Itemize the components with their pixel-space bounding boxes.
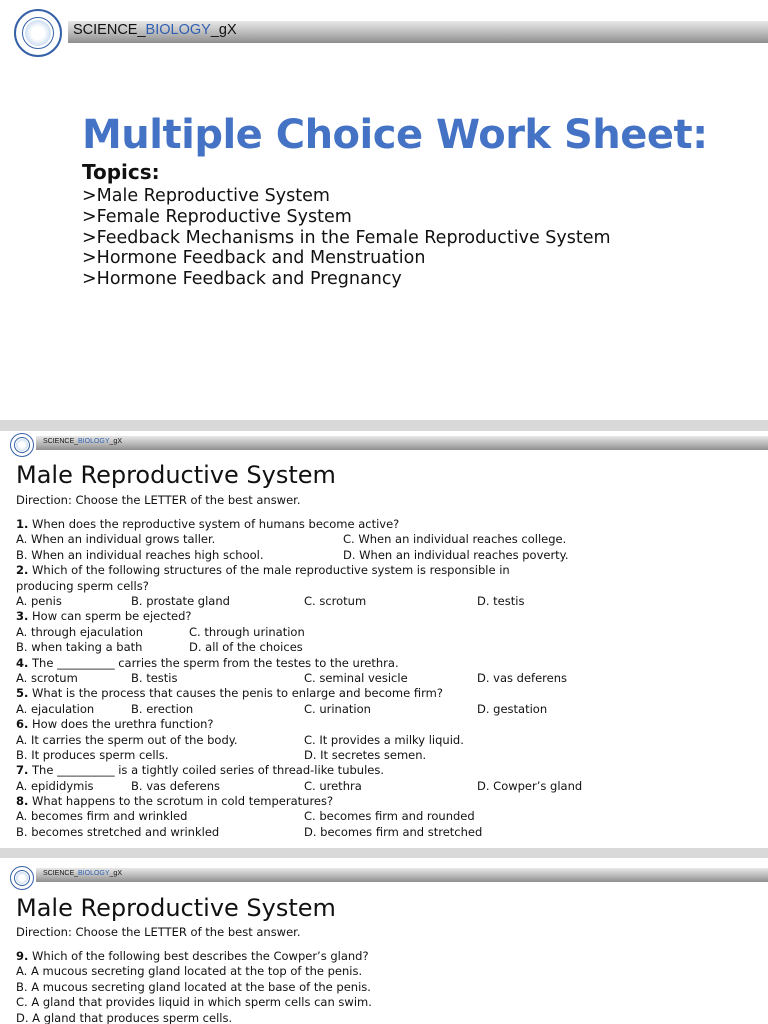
options-row [16,625,756,640]
choice-c[interactable]: C. When an individual reaches college. [343,532,567,547]
question-slide-1 [0,431,768,848]
header-subject: BIOLOGY [78,870,110,877]
options-row [16,532,756,547]
header-suffix: _gX [210,22,237,38]
choice-a[interactable]: A. A mucous secreting gland located at the top of the penis. [16,964,363,979]
question-text: What is the process that causes the penis to enlarge and become firm? [28,686,443,701]
question-9 [16,949,756,964]
choice-b[interactable]: B. prostate gland [131,593,230,608]
options-row [16,594,756,609]
choice-a[interactable]: A. epididymis [16,778,94,793]
header-prefix: SCIENCE_ [73,22,146,38]
question-text: How can sperm be ejected? [28,609,192,624]
choice-c[interactable]: C. It provides a milky liquid. [304,732,464,747]
section-title: Male Reproductive System [16,461,336,489]
question-number: 1. [16,517,29,531]
question-text: How does the urethra function? [28,717,214,732]
header-prefix: SCIENCE_ [43,438,79,445]
direction-text: Direction: Choose the LETTER of the best answer. [16,493,301,507]
choice-d[interactable]: D. When an individual reaches poverty. [343,547,569,562]
question-6 [16,717,756,732]
question-number: 2. [16,563,29,578]
topic-item: >Hormone Feedback and Pregnancy [82,269,402,290]
school-logo [10,866,34,890]
choice-c[interactable]: C. through urination [189,624,305,639]
options-row [16,640,756,655]
choice-d[interactable]: D. vas deferens [477,670,567,685]
page-title: Multiple Choice Work Sheet: [82,112,708,158]
topic-item: >Hormone Feedback and Menstruation [82,248,426,269]
question-text: The __________ is a tightly coiled series of thread-like tubules. [28,763,384,778]
choice-a[interactable]: A. ejaculation [16,701,95,716]
question-7 [16,763,756,778]
choice-a[interactable]: A. through ejaculation [16,624,144,639]
header-subject: BIOLOGY [145,22,211,38]
header-subject: BIOLOGY [78,438,110,445]
question-list [16,517,756,840]
choice-d[interactable]: D. gestation [477,701,548,716]
title-slide [0,0,768,420]
choice-d[interactable]: D. all of the choices [189,640,303,655]
question-number: 9. [16,949,29,963]
choice-b[interactable]: B. testis [131,670,178,685]
header-label [43,870,122,877]
choice-c[interactable]: C. urination [304,701,371,716]
choice-b[interactable]: B. When an individual reaches high school. [16,547,264,562]
question-slide-2 [0,858,768,1024]
options-row [16,809,756,824]
question-number: 6. [16,717,29,732]
options-row [16,548,756,563]
choice-d[interactable]: D. testis [477,593,525,608]
choice-b[interactable]: B. becomes stretched and wrinkled [16,824,220,839]
slide-divider [0,420,768,431]
question-text: Which of the following best describes the Cowper’s gland? [28,949,369,963]
choice-b[interactable]: B. vas deferens [131,778,221,793]
options-row [16,825,756,840]
choice-d[interactable]: D. It secretes semen. [304,747,427,762]
header-label [43,438,122,445]
question-1 [16,517,756,532]
options-row [16,733,756,748]
question-text: The __________ carries the sperm from the testes to the urethra. [28,655,399,670]
options-row [16,748,756,763]
choice-b[interactable]: B. erection [131,701,194,716]
choice-c[interactable]: C. urethra [304,778,362,793]
choice-c[interactable]: C. scrotum [304,593,367,608]
choice-a[interactable]: A. It carries the sperm out of the body. [16,732,238,747]
options-row [16,779,756,794]
section-title: Male Reproductive System [16,894,336,922]
topic-item: >Feedback Mechanisms in the Female Reproductive System [82,227,611,248]
header-label [73,22,237,38]
header-suffix: _gX [109,870,122,877]
choice-c[interactable]: C. seminal vesicle [304,670,408,685]
direction-text: Direction: Choose the LETTER of the best answer. [16,925,301,939]
topics-heading: Topics: [82,160,160,184]
topics-list [82,186,611,290]
question-3 [16,609,756,624]
school-logo [10,433,34,457]
question-number: 7. [16,763,29,778]
choice-a[interactable]: A. penis [16,593,62,608]
choice-b[interactable]: B. A mucous secreting gland located at the base of the penis. [16,979,371,994]
question-4 [16,656,756,671]
question-number: 8. [16,794,29,809]
slide-divider [0,848,768,858]
choice-d[interactable]: D. becomes firm and stretched [304,824,483,839]
choice-a[interactable]: A. When an individual grows taller. [16,532,216,547]
question-5 [16,686,756,701]
header-prefix: SCIENCE_ [43,870,79,877]
question-2 [16,563,546,594]
choice-a[interactable]: A. becomes firm and wrinkled [16,809,188,824]
school-logo [14,9,62,57]
choice-c[interactable]: C. becomes firm and rounded [304,809,475,824]
question-text: What happens to the scrotum in cold temperatures? [28,794,334,809]
choice-b[interactable]: B. It produces sperm cells. [16,747,169,762]
options-row [16,702,756,717]
header-suffix: _gX [109,438,122,445]
choice-a[interactable]: A. scrotum [16,670,78,685]
choice-d[interactable]: D. Cowper’s gland [477,778,583,793]
choice-d[interactable]: D. A gland that produces sperm cells. [16,1010,233,1024]
header-bar [36,436,768,450]
question-8 [16,794,756,809]
header-bar [36,868,768,882]
question-text: When does the reproductive system of humans become active? [28,517,400,531]
question-number: 3. [16,609,29,624]
question-list [16,949,756,1024]
question-number: 5. [16,686,29,701]
question-number: 4. [16,655,29,670]
choice-c[interactable]: C. A gland that provides liquid in which sperm cells can swim. [16,995,372,1010]
options-row [16,671,756,686]
choice-b[interactable]: B. when taking a bath [16,640,143,655]
question-text: Which of the following structures of the male reproductive system is responsible in producing sperm cells? [16,563,510,593]
topic-item: >Male Reproductive System [82,186,330,206]
topic-item: >Female Reproductive System [82,206,352,227]
